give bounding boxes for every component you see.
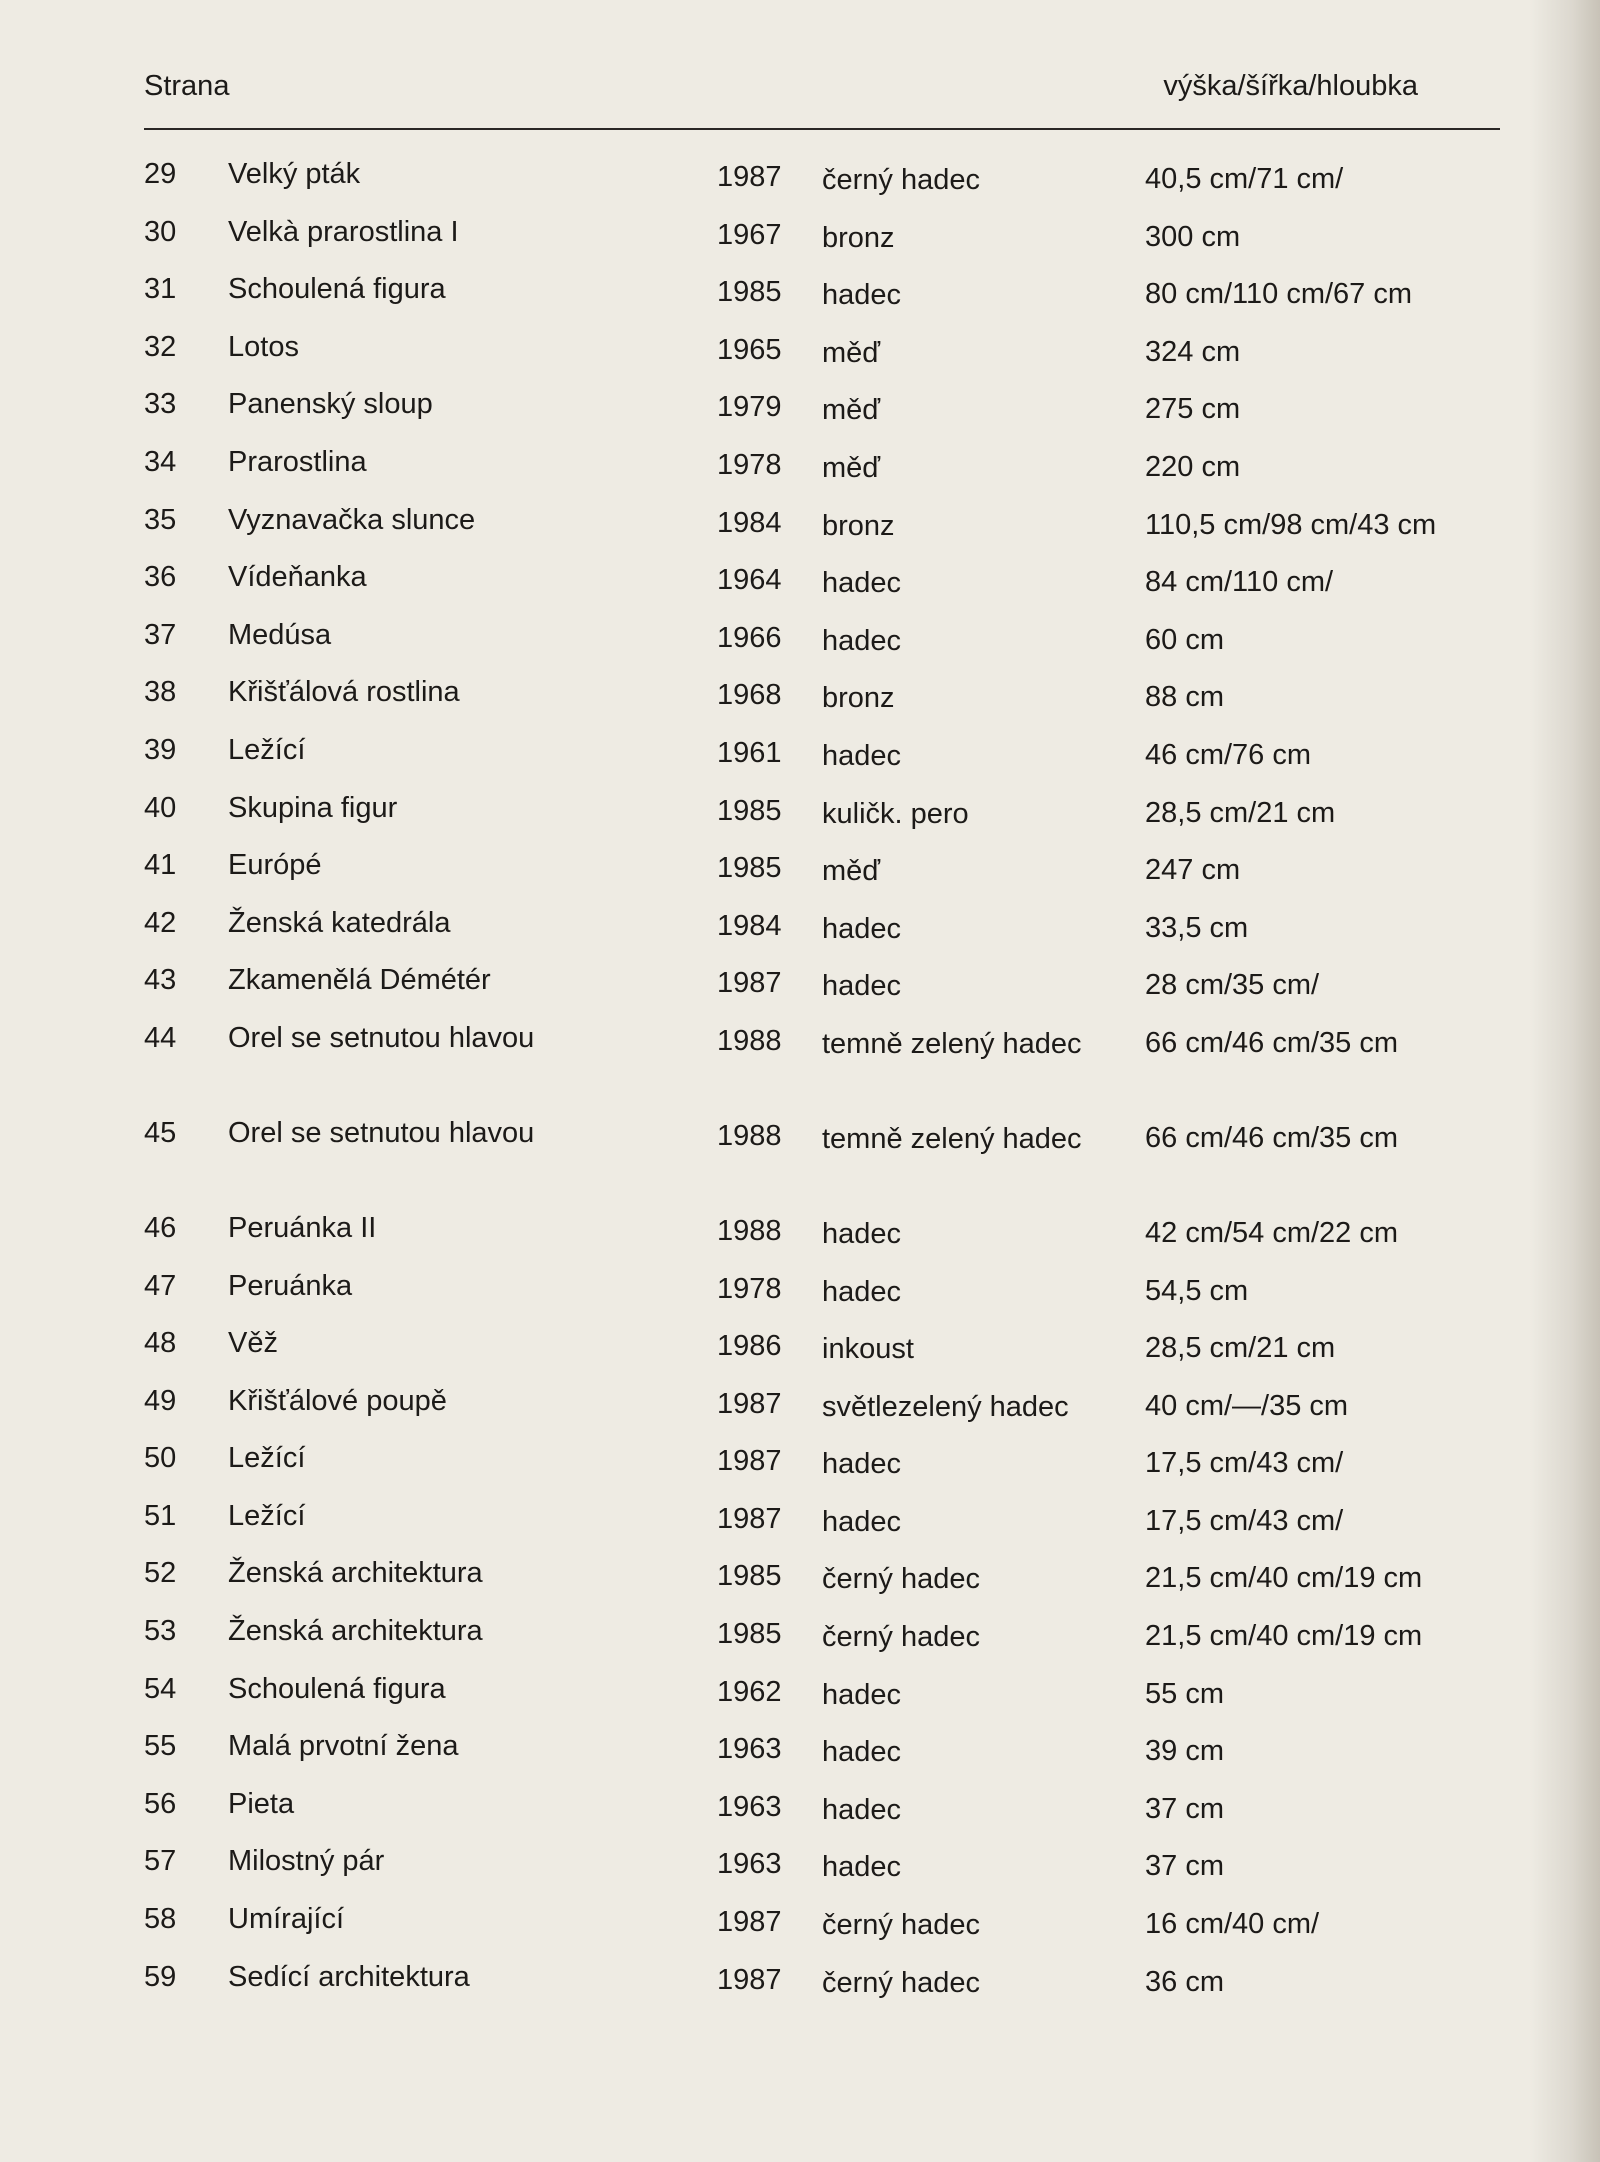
row-title: Velký pták [228, 158, 361, 190]
row-title: Vyznavačka slunce [228, 503, 476, 536]
row-year: 1985 [717, 1618, 782, 1651]
row-title: Ženská architektura [228, 1557, 483, 1590]
row-number: 48 [144, 1327, 177, 1360]
row-title: Schoulená figura [228, 1672, 446, 1705]
row-year: 1964 [717, 564, 782, 597]
row-dimensions: 28,5 cm/21 cm [1145, 1332, 1336, 1365]
row-material: hadec [822, 1217, 902, 1250]
row-title: Lotos [228, 330, 299, 363]
row-dimensions: 54,5 cm [1145, 1274, 1249, 1307]
table-row [0, 208, 1600, 266]
row-year: 1966 [717, 621, 782, 654]
table-row [0, 899, 1600, 957]
table-row [0, 1665, 1600, 1723]
row-year: 1985 [717, 1560, 782, 1593]
row-title: Malá prvotní žena [228, 1730, 459, 1763]
row-title: Křišťálová rostlina [228, 676, 460, 709]
row-dimensions: 88 cm [1145, 681, 1224, 714]
row-number: 52 [144, 1557, 177, 1590]
row-dimensions: 36 cm [1145, 1965, 1224, 1998]
table-header [144, 70, 1498, 110]
row-title: Peruánka II [228, 1211, 377, 1244]
table-row [0, 784, 1600, 842]
row-number: 49 [144, 1384, 177, 1417]
table-row [0, 496, 1600, 554]
row-title: Ženská katedrála [228, 906, 451, 939]
row-material: inkoust [822, 1333, 914, 1366]
row-material: černý hadec [822, 1621, 980, 1654]
table-row [0, 265, 1600, 323]
row-title: Európé [228, 849, 322, 882]
row-material: měď [822, 394, 881, 427]
row-title: Velkà prarostlina I [228, 215, 459, 248]
row-title: Peruánka [228, 1269, 353, 1302]
row-dimensions: 33,5 cm [1145, 911, 1249, 944]
row-number: 30 [144, 215, 177, 248]
row-material: hadec [822, 567, 902, 600]
table-row [0, 1377, 1600, 1435]
row-dimensions: 17,5 cm/43 cm/ [1145, 1504, 1344, 1537]
row-title: Ženská architektura [228, 1615, 483, 1648]
row-dimensions: 55 cm [1145, 1677, 1224, 1710]
row-dimensions: 16 cm/40 cm/ [1145, 1908, 1320, 1941]
row-number: 29 [144, 158, 177, 190]
row-dimensions: 66 cm/46 cm/35 cm [1145, 1026, 1399, 1059]
row-year: 1961 [717, 736, 782, 769]
row-dimensions: 17,5 cm/43 cm/ [1145, 1447, 1344, 1480]
row-title: Věž [228, 1327, 278, 1360]
row-number: 59 [144, 1960, 177, 1993]
row-year: 1985 [717, 852, 782, 885]
row-material: hadec [822, 1736, 902, 1769]
row-dimensions: 28 cm/35 cm/ [1145, 969, 1320, 1002]
row-dimensions: 40 cm/—/35 cm [1145, 1389, 1349, 1422]
row-number: 39 [144, 733, 177, 766]
row-year: 1962 [717, 1675, 782, 1708]
header-page-label: Strana [144, 70, 230, 102]
row-number: 42 [144, 906, 177, 939]
row-title: Schoulená figura [228, 273, 446, 306]
row-number: 41 [144, 849, 177, 882]
table-row [0, 1549, 1600, 1607]
row-dimensions: 66 cm/46 cm/35 cm [1145, 1121, 1399, 1154]
table-row [0, 438, 1600, 496]
row-material: hadec [822, 624, 902, 657]
row-dimensions: 60 cm [1145, 623, 1224, 656]
table-row [0, 726, 1600, 784]
row-material: hadec [822, 1448, 902, 1481]
row-title: Umírající [228, 1903, 344, 1936]
row-title: Prarostlina [228, 445, 367, 478]
table-row [0, 1492, 1600, 1550]
row-material: černý hadec [822, 1966, 980, 1999]
row-title: Orel se setnutou hlavou [228, 1021, 535, 1054]
table-row [0, 1014, 1600, 1109]
row-title: Vídeňanka [228, 561, 367, 594]
row-material: hadec [822, 739, 902, 772]
row-dimensions: 37 cm [1145, 1792, 1224, 1825]
row-year: 1988 [717, 1119, 782, 1152]
row-material: měď [822, 336, 881, 369]
row-number: 38 [144, 676, 177, 709]
row-number: 46 [144, 1211, 177, 1244]
row-title: Medúsa [228, 618, 332, 651]
row-material: bronz [822, 682, 895, 715]
row-number: 53 [144, 1615, 177, 1648]
row-dimensions: 80 cm/110 cm/67 cm [1145, 278, 1413, 311]
row-year: 1963 [717, 1790, 782, 1823]
row-material: hadec [822, 1275, 902, 1308]
row-dimensions: 220 cm [1145, 450, 1241, 483]
row-number: 50 [144, 1442, 177, 1475]
row-year: 1985 [717, 794, 782, 827]
row-dimensions: 247 cm [1145, 854, 1241, 887]
row-year: 1986 [717, 1330, 782, 1363]
row-material: bronz [822, 221, 895, 254]
row-year: 1984 [717, 506, 782, 539]
row-dimensions: 46 cm/76 cm [1145, 738, 1311, 771]
row-title: Milostný pár [228, 1845, 385, 1878]
row-year: 1988 [717, 1024, 782, 1057]
row-number: 34 [144, 445, 177, 478]
row-material: hadec [822, 1505, 902, 1538]
row-material: hadec [822, 970, 902, 1003]
table-row [0, 841, 1600, 899]
row-dimensions: 110,5 cm/98 cm/43 cm [1145, 508, 1437, 541]
row-year: 1968 [717, 679, 782, 712]
row-dimensions: 28,5 cm/21 cm [1145, 796, 1336, 829]
row-year: 1965 [717, 333, 782, 366]
row-year: 1963 [717, 1733, 782, 1766]
table-row [0, 1837, 1600, 1895]
row-material: kuličk. pero [822, 797, 969, 830]
row-dimensions: 275 cm [1145, 393, 1241, 426]
row-number: 51 [144, 1499, 177, 1532]
row-dimensions: 39 cm [1145, 1735, 1224, 1768]
row-number: 57 [144, 1845, 177, 1878]
table-row [0, 323, 1600, 381]
row-number: 35 [144, 503, 177, 536]
row-number: 36 [144, 561, 177, 594]
row-number: 40 [144, 791, 177, 824]
row-material: hadec [822, 1793, 902, 1826]
table-row [0, 1434, 1600, 1492]
row-year: 1988 [717, 1214, 782, 1247]
row-year: 1978 [717, 1272, 782, 1305]
table-row [0, 668, 1600, 726]
header-dimensions-label: výška/šířka/hloubka [1163, 70, 1418, 102]
row-number: 31 [144, 273, 177, 306]
row-number: 54 [144, 1672, 177, 1705]
header-rule [144, 128, 1500, 130]
table-row [0, 1319, 1600, 1377]
row-year: 1985 [717, 276, 782, 309]
catalog-list [0, 150, 1600, 2010]
row-title: Pieta [228, 1787, 295, 1820]
row-year: 1979 [717, 391, 782, 424]
row-number: 37 [144, 618, 177, 651]
table-row [0, 1722, 1600, 1780]
table-row [0, 1780, 1600, 1838]
row-year: 1987 [717, 1963, 782, 1996]
row-title: Křišťálové poupě [228, 1384, 447, 1417]
row-year: 1987 [717, 967, 782, 1000]
row-material: černý hadec [822, 1909, 980, 1942]
table-row [0, 956, 1600, 1014]
row-material: hadec [822, 1678, 902, 1711]
row-title: Panenský sloup [228, 388, 433, 421]
row-title: Skupina figur [228, 791, 398, 824]
row-dimensions: 300 cm [1145, 220, 1241, 253]
row-material: temně zelený hadec [822, 1027, 1082, 1060]
row-title: Ležící [228, 1442, 306, 1475]
row-dimensions: 21,5 cm/40 cm/19 cm [1145, 1562, 1423, 1595]
row-year: 1963 [717, 1848, 782, 1881]
row-title: Sedící architektura [228, 1960, 470, 1993]
row-number: 47 [144, 1269, 177, 1302]
table-row [0, 1607, 1600, 1665]
row-number: 56 [144, 1787, 177, 1820]
row-material: temně zelený hadec [822, 1122, 1082, 1155]
table-row [0, 1953, 1600, 2011]
row-dimensions: 42 cm/54 cm/22 cm [1145, 1216, 1399, 1249]
row-title: Zkamenělá Démétér [228, 964, 491, 997]
row-title: Orel se setnutou hlavou [228, 1116, 535, 1149]
row-year: 1978 [717, 448, 782, 481]
row-dimensions: 40,5 cm/71 cm/ [1145, 163, 1344, 195]
row-dimensions: 324 cm [1145, 335, 1241, 368]
row-year: 1987 [717, 161, 782, 193]
table-row [0, 1109, 1600, 1204]
table-row [0, 1895, 1600, 1953]
row-dimensions: 21,5 cm/40 cm/19 cm [1145, 1620, 1423, 1653]
row-material: měď [822, 855, 881, 888]
row-dimensions: 37 cm [1145, 1850, 1224, 1883]
row-year: 1984 [717, 909, 782, 942]
row-number: 33 [144, 388, 177, 421]
row-material: světlezelený hadec [822, 1390, 1069, 1423]
table-row [0, 380, 1600, 438]
table-row [0, 1262, 1600, 1320]
row-year: 1967 [717, 218, 782, 251]
row-number: 44 [144, 1021, 177, 1054]
row-material: bronz [822, 509, 895, 542]
row-material: hadec [822, 279, 902, 312]
row-number: 45 [144, 1116, 177, 1149]
row-number: 32 [144, 330, 177, 363]
table-row [0, 150, 1600, 208]
row-number: 43 [144, 964, 177, 997]
row-dimensions: 84 cm/110 cm/ [1145, 566, 1334, 599]
row-material: měď [822, 451, 881, 484]
row-year: 1987 [717, 1906, 782, 1939]
row-title: Ležící [228, 1499, 306, 1532]
table-row [0, 1204, 1600, 1262]
row-material: hadec [822, 1851, 902, 1884]
row-material: hadec [822, 912, 902, 945]
table-row [0, 553, 1600, 611]
row-number: 55 [144, 1730, 177, 1763]
row-material: černý hadec [822, 1563, 980, 1596]
row-title: Ležící [228, 733, 306, 766]
row-year: 1987 [717, 1387, 782, 1420]
row-year: 1987 [717, 1445, 782, 1478]
row-material: černý hadec [822, 164, 980, 196]
table-row [0, 611, 1600, 669]
row-year: 1987 [717, 1502, 782, 1535]
row-number: 58 [144, 1903, 177, 1936]
